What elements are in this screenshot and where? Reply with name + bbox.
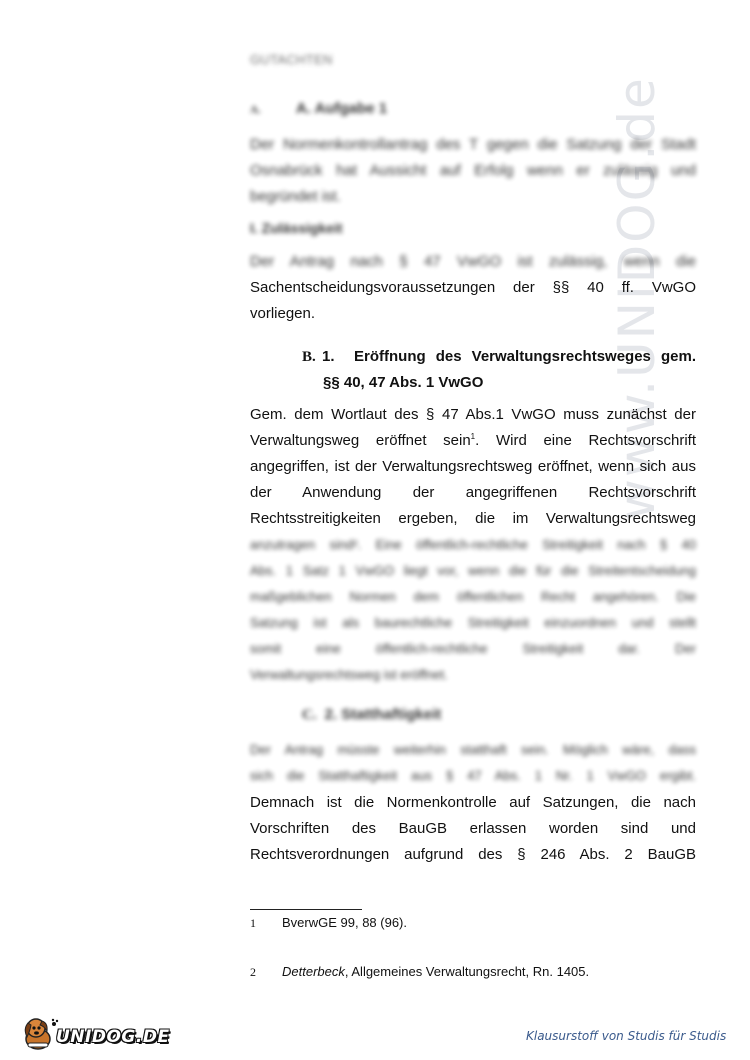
statt-line: Der Antrag müsste weiterhin statthaft sein. Möglich wäre, dass: [250, 742, 696, 757]
heading-b-number: 1.: [322, 348, 335, 365]
footnote-2-author: Detterbeck: [282, 964, 345, 979]
statthaftigkeit-paragraph-blurred: [250, 737, 696, 789]
heading-b: [302, 344, 698, 396]
weg-line: Rechtsstreitigkeiten ergeben, die im Verwaltungsrechtsweg: [250, 510, 696, 527]
footnote-1-text: BverwGE 99, 88 (96).: [282, 915, 407, 930]
weg-line: Gem. dem Wortlaut des § 47 Abs.1 VwGO muss zunächst der: [250, 406, 696, 423]
heading-c-text: 2. Statthaftigkeit: [324, 706, 442, 723]
footnote-2-text: Detterbeck, Allgemeines Verwaltungsrecht, Rn. 1405.: [282, 964, 590, 979]
logo-wordmark: UNIDOG.DE: [56, 1027, 170, 1047]
footnote-1-number: 1: [250, 916, 256, 930]
zul-line: Der Antrag nach § 47 VwGO ist zulässig, wenn die: [250, 253, 696, 270]
intro-line: Osnabrück hat Aussicht auf Erfolg wenn er zulässig und: [250, 162, 696, 179]
weg-line: Satzung ist als baurechtliche Streitigkeit einzuordnen und stellt: [250, 615, 696, 630]
footnote-2: [250, 964, 650, 984]
statt-line: Demnach ist die Normenkontrolle auf Satzungen, die nach: [250, 794, 696, 811]
weg-line: anzutragen sind². Eine öffentlich-rechtliche Streitigkeit nach § 40: [250, 537, 696, 552]
statt-line: Rechtsverordnungen aufgrund des § 246 Abs. 2 BauGB: [250, 846, 696, 863]
zul-line: Sachentscheidungsvoraussetzungen der §§ 40 ff. VwGO: [250, 279, 696, 296]
intro-line: Der Normenkontrollantrag des T gegen die Satzung der Stadt: [250, 136, 696, 153]
footnote-2-number: 2: [250, 965, 256, 979]
weg-line: Verwaltungsrechtsweg ist eröffnet.: [250, 667, 448, 682]
rechtsweg-paragraph: [250, 402, 696, 532]
statt-line: Vorschriften des BauGB erlassen worden sind und: [250, 820, 696, 837]
weg-line: Verwaltungsweg eröffnet sein$^1$. Wird eine Rechtsvorschrift: [250, 432, 696, 449]
intro-paragraph: [250, 132, 696, 210]
weg-line: Abs. 1 Satz 1 VwGO liegt vor, wenn die für die Streitentscheidung: [250, 563, 696, 578]
footnote-1: [250, 915, 650, 935]
footnote-ref-1[interactable]: 1: [470, 432, 476, 441]
heading-zulaessigkeit: I. Zulässigkeit: [250, 220, 343, 236]
weg-line: somit eine öffentlich-rechtliche Streitigkeit dar. Der: [250, 641, 696, 656]
unidog-logo[interactable]: [20, 1013, 170, 1053]
weg-line: der Anwendung der angegriffenen Rechtsvorschrift: [250, 484, 696, 501]
heading-b-line2: §§ 40, 47 Abs. 1 VwGO: [323, 374, 484, 391]
zulaessigkeit-paragraph: [250, 249, 696, 327]
footer-tagline: Klausurstoff von Studis für Studis: [526, 1029, 727, 1043]
heading-b-line1: Eröffnung des Verwaltungsrechtsweges gem.: [354, 348, 696, 365]
intro-line: begründet ist.: [250, 188, 341, 205]
heading-a: A. Aufgabe 1: [296, 100, 388, 117]
zul-line: vorliegen.: [250, 305, 316, 322]
heading-c: [302, 706, 441, 724]
weg-line: angegriffen, ist der Verwaltungsrechtsweg eröffnet, wenn sich aus: [250, 458, 696, 475]
statthaftigkeit-paragraph: [250, 790, 696, 868]
statt-line: sich die Statthaftigkeit aus § 47 Abs. 1 Nr. 1 VwGO ergibt.: [250, 768, 696, 783]
document-header-label: GUTACHTEN: [250, 52, 333, 67]
heading-a-marker: A.: [250, 104, 261, 116]
dog-mascot-icon: [20, 1013, 60, 1053]
heading-c-marker: C.: [302, 707, 317, 723]
heading-b-marker: B.: [302, 349, 316, 365]
watermark: www.UNIDOG.de: [608, 76, 666, 520]
rechtsweg-paragraph-blurred: [250, 532, 696, 688]
footnote-divider: [250, 909, 362, 910]
weg-line: maßgeblichen Normen dem öffentlichen Recht angehören. Die: [250, 589, 696, 604]
